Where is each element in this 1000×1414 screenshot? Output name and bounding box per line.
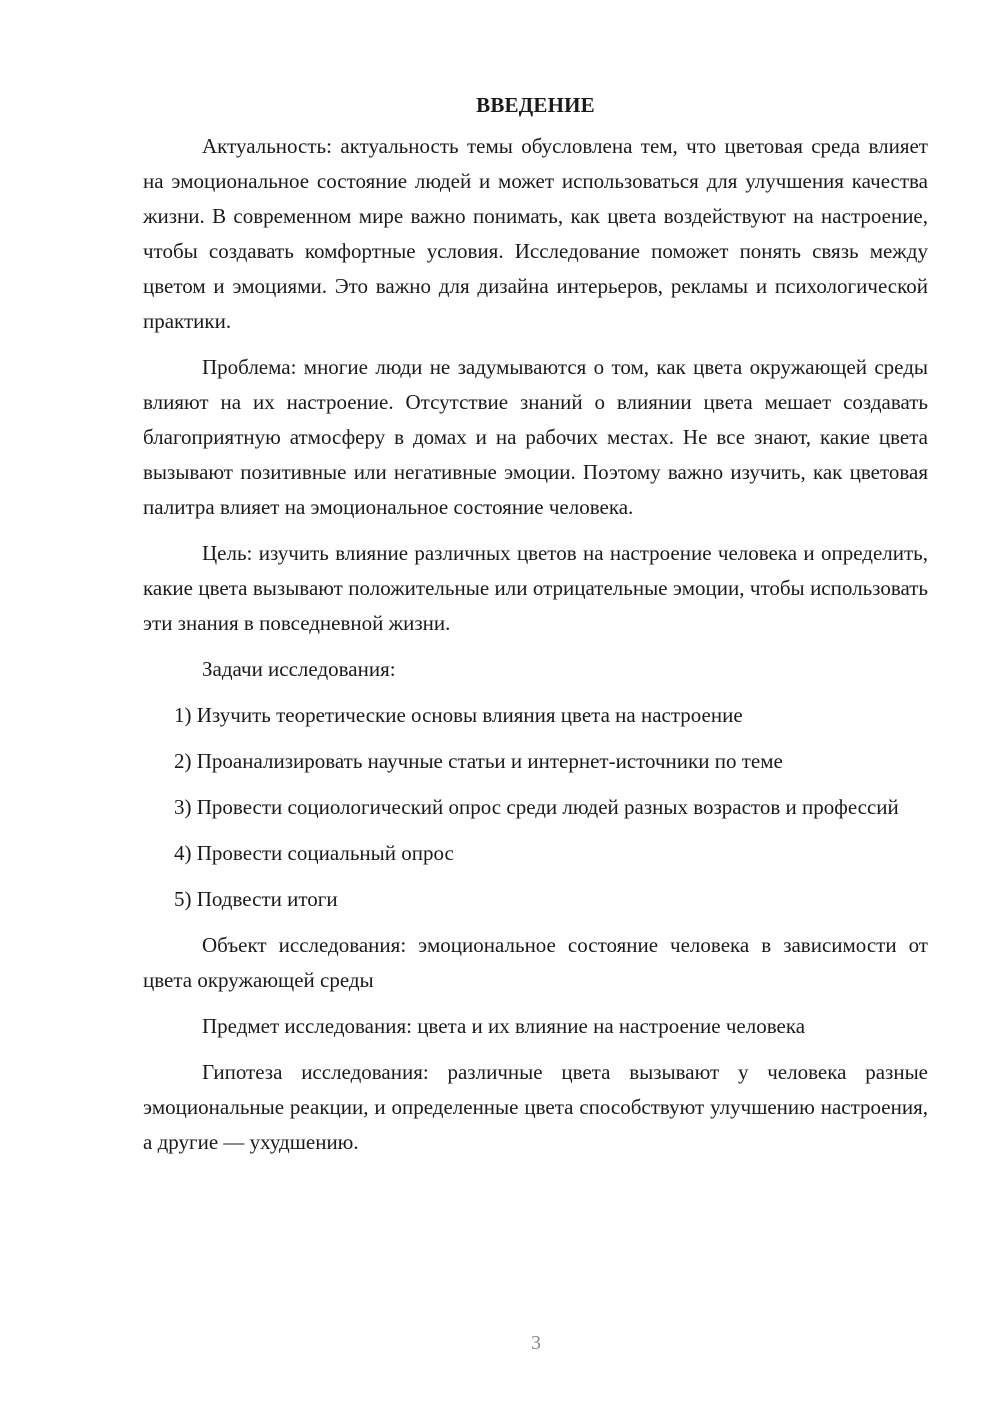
task-item: 5) Подвести итоги [174,887,338,911]
task-item: 1) Изучить теоретические основы влияния цвета на настроение [174,703,743,727]
hypothesis-paragraph: Гипотеза исследования: различные цвета вызывают у человека разные эмоциональные реакции, и определенные цвета способствуют улучшению настроения, а другие — ухудшению. [143,1060,928,1154]
subject-paragraph: Предмет исследования: цвета и их влияние на настроение человека [202,1014,806,1038]
task-item: 3) Провести социологический опрос среди людей разных возрастов и профессий [174,795,899,819]
object-paragraph: Объект исследования: эмоциональное состояние человека в зависимости от цвета окружающей среды [143,933,928,992]
task-item: 2) Проанализировать научные статьи и интернет-источники по теме [174,749,783,773]
section-title: ВВЕДЕНИЕ [476,93,595,117]
tasks-heading: Задачи исследования: [202,657,396,681]
document-page [143,88,928,1171]
relevance-paragraph: Актуальность: актуальность темы обусловлена тем, что цветовая среда влияет на эмоциональное состояние людей и может использоваться для улучшения качества жизни. В современном мире важно понимать, как цвета воздействуют на настроение, чтобы создавать комфортные условия. Исследование поможет понять связь между цветом и эмоциями. Это важно для дизайна интерьеров, рекламы и психологической практики. [143,134,928,333]
goal-paragraph: Цель: изучить влияние различных цветов на настроение человека и определить, какие цвета вызывают положительные или отрицательные эмоции, чтобы использовать эти знания в повседневной жизни. [143,541,928,635]
page-number: 3 [531,1332,541,1354]
task-item: 4) Провести социальный опрос [174,841,454,865]
problem-paragraph: Проблема: многие люди не задумываются о том, как цвета окружающей среды влияют на их настроение. Отсутствие знаний о влиянии цвета мешает создавать благоприятную атмосферу в домах и на рабочих местах. Не все знают, какие цвета вызывают позитивные или негативные эмоции. Поэтому важно изучить, как цветовая палитра влияет на эмоциональное состояние человека. [143,355,928,519]
